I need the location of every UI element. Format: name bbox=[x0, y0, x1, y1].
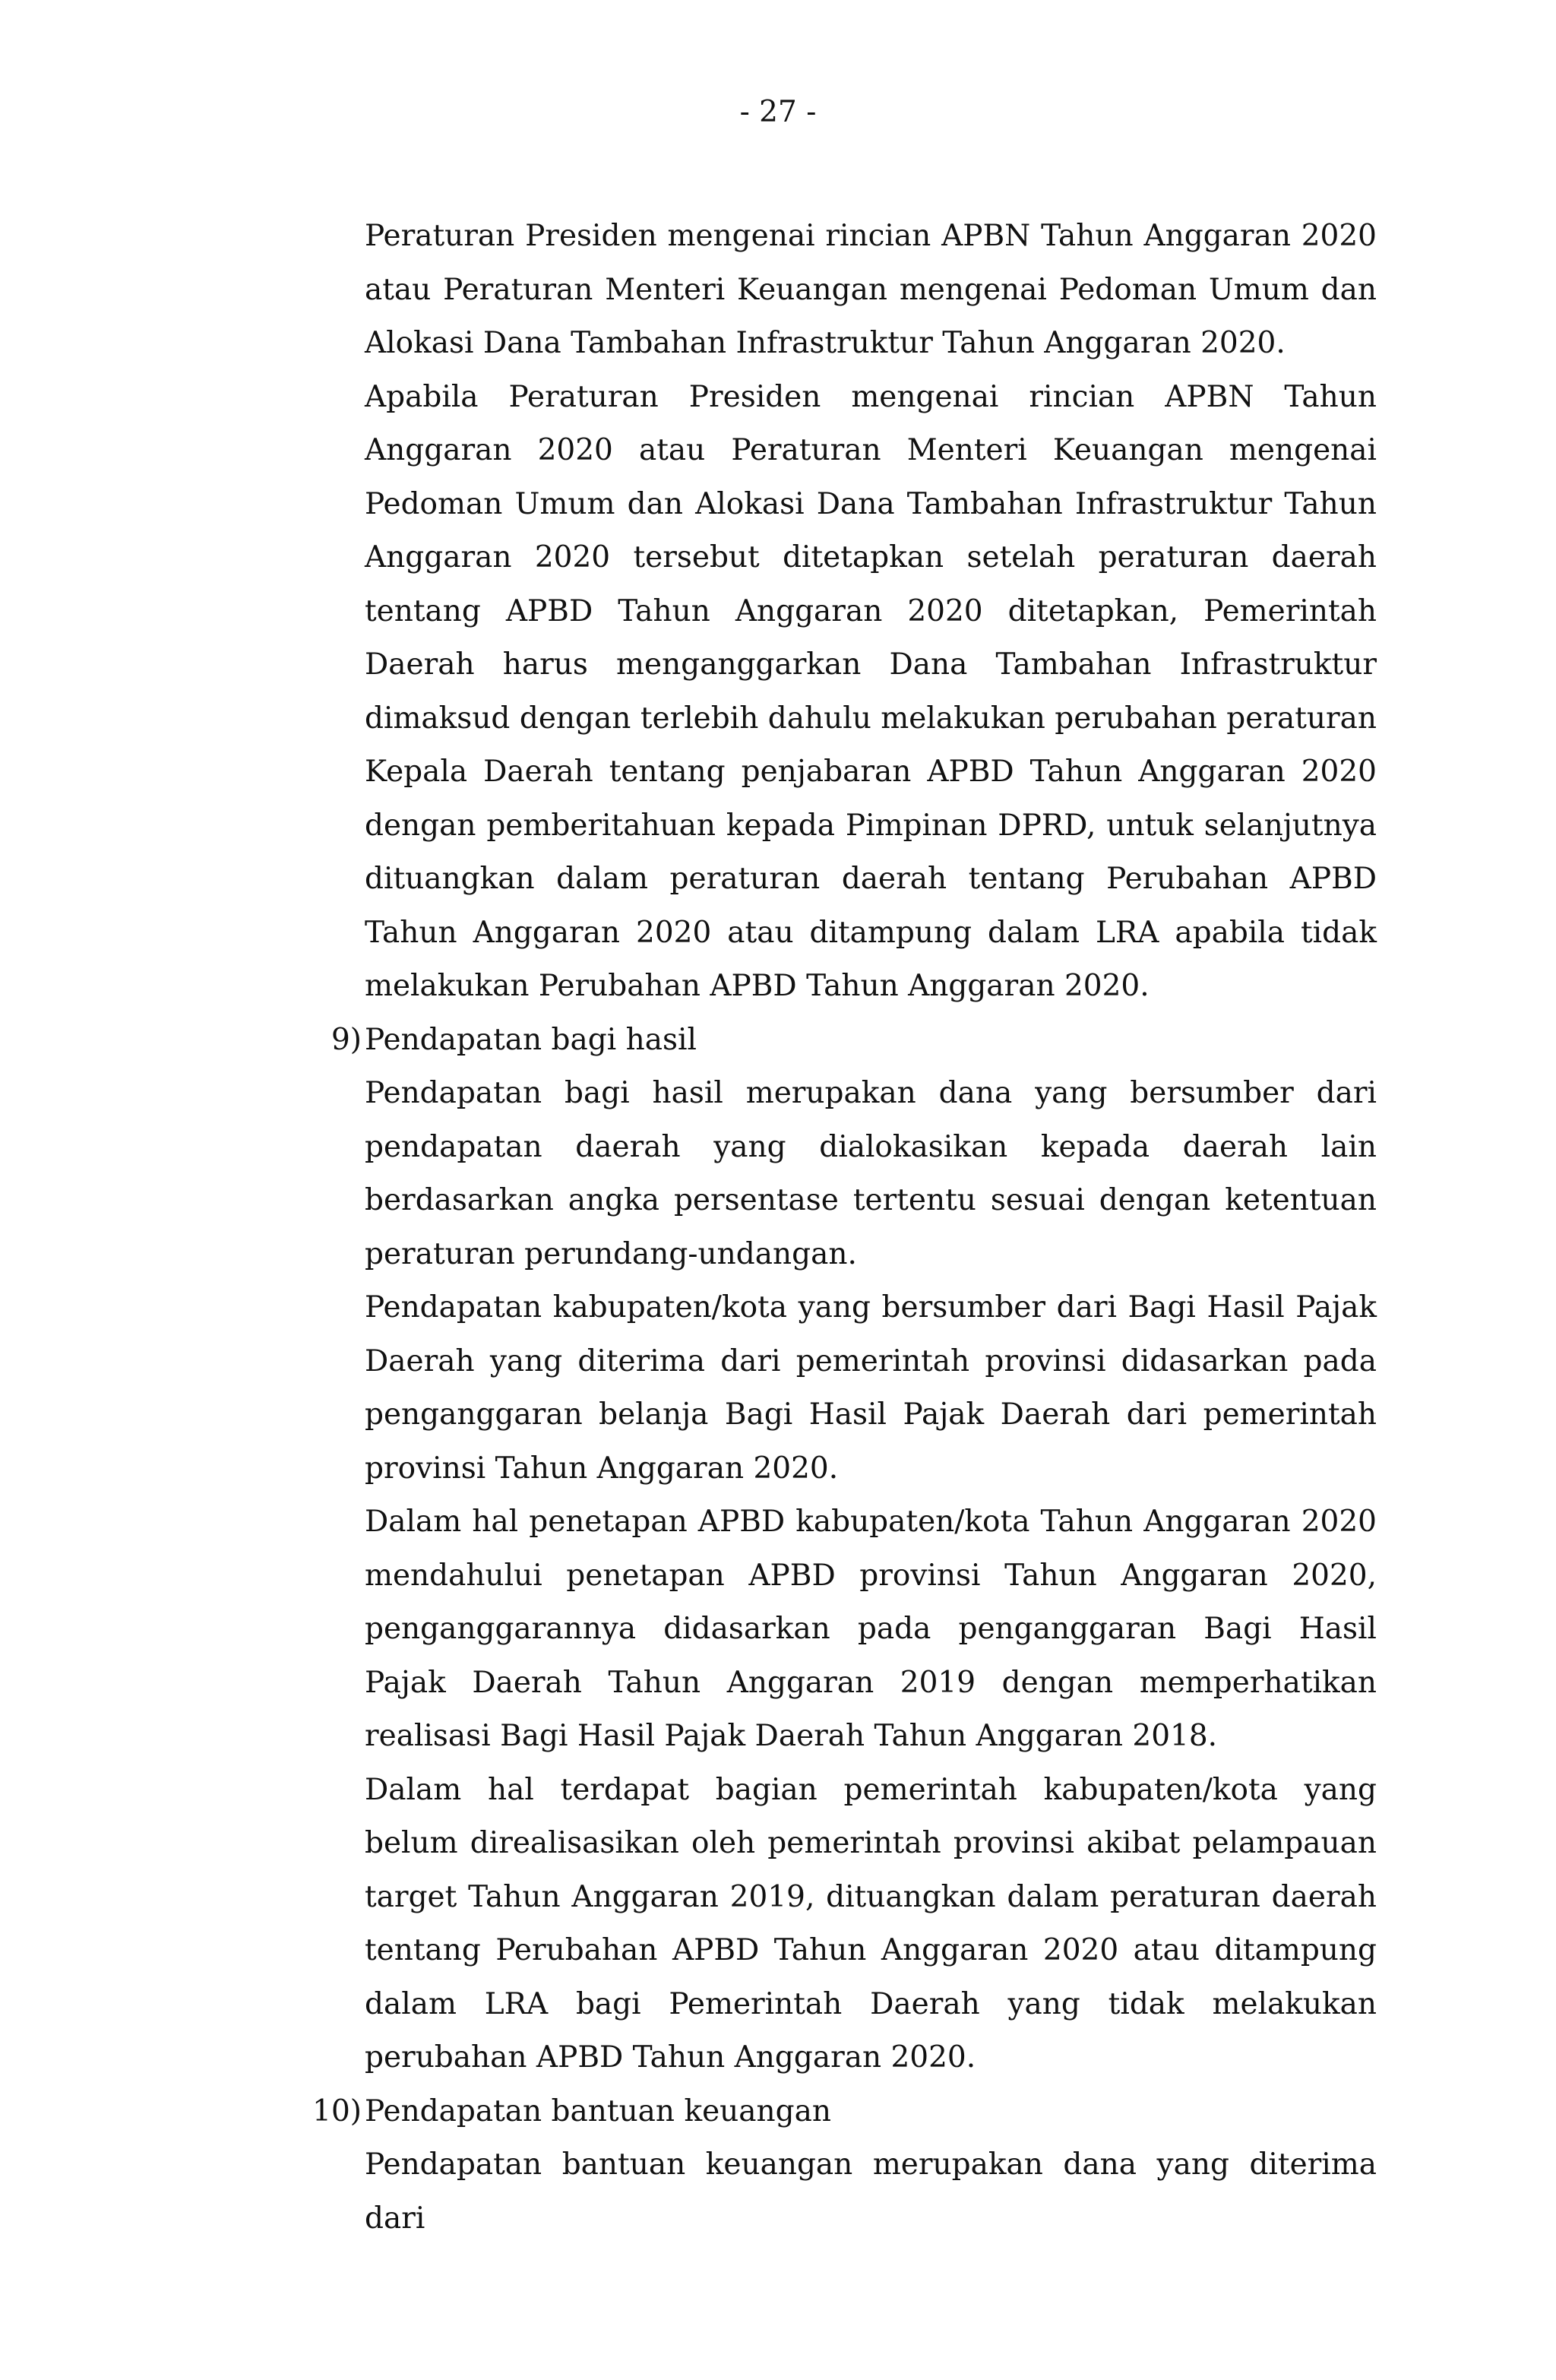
item-title-9: Pendapatan bagi hasil bbox=[365, 1022, 697, 1057]
list-item-10 bbox=[312, 2085, 1377, 2139]
item-number-10: 10) bbox=[312, 2094, 362, 2128]
item-9-paragraph-3: Dalam hal penetapan APBD kabupaten/kota Tahun Anggaran 2020 mendahului penetapan APBD provinsi Tahun Anggaran 2020, penganggarannya didasarkan pada penganggaran Bagi Hasil Pajak Daerah Tahun Anggaran 2019 dengan memperhatikan realisasi Bagi Hasil Pajak Daerah Tahun Anggaran 2018. bbox=[365, 1505, 1377, 1753]
list-item-9 bbox=[330, 1014, 1377, 1068]
body-text bbox=[312, 210, 1377, 2245]
item-9-paragraph-2: Pendapatan kabupaten/kota yang bersumber dari Bagi Hasil Pajak Daerah yang diterima dari pemerintah provinsi didasarkan pada penganggaran belanja Bagi Hasil Pajak Daerah dari pemerintah provinsi Tahun Anggaran 2020. bbox=[365, 1290, 1377, 1486]
item-number-9: 9) bbox=[330, 1022, 362, 1057]
paragraph-intro-1: Peraturan Presiden mengenai rincian APBN Tahun Anggaran 2020 atau Peraturan Menteri Keuangan mengenai Pedoman Umum dan Alokasi Dana Tambahan Infrastruktur Tahun Anggaran 2020. bbox=[365, 219, 1377, 360]
paragraph-intro-2: Apabila Peraturan Presiden mengenai rincian APBN Tahun Anggaran 2020 atau Peraturan Menteri Keuangan mengenai Pedoman Umum dan Alokasi Dana Tambahan Infrastruktur Tahun Anggaran 2020 tersebut ditetapkan setelah peraturan daerah tentang APBD Tahun Anggaran 2020 ditetapkan, Pemerintah Daerah harus menganggarkan Dana Tambahan Infrastruktur dimaksud dengan terlebih dahulu melakukan perubahan peraturan Kepala Daerah tentang penjabaran APBD Tahun Anggaran 2020 dengan pemberitahuan kepada Pimpinan DPRD, untuk selanjutnya dituangkan dalam peraturan daerah tentang Perubahan APBD Tahun Anggaran 2020 atau ditampung dalam LRA apabila tidak melakukan Perubahan APBD Tahun Anggaran 2020. bbox=[365, 379, 1377, 1003]
page-number: - 27 - bbox=[739, 95, 817, 129]
item-title-10: Pendapatan bantuan keuangan bbox=[365, 2094, 831, 2128]
item-9-paragraph-4: Dalam hal terdapat bagian pemerintah kabupaten/kota yang belum direalisasikan oleh pemerintah provinsi akibat pelampauan target Tahun Anggaran 2019, dituangkan dalam peraturan daerah tentang Perubahan APBD Tahun Anggaran 2020 atau ditampung dalam LRA bagi Pemerintah Daerah yang tidak melakukan perubahan APBD Tahun Anggaran 2020. bbox=[365, 1772, 1377, 2075]
item-9-paragraph-1: Pendapatan bagi hasil merupakan dana yang bersumber dari pendapatan daerah yang dialokasikan kepada daerah lain berdasarkan angka persentase tertentu sesuai dengan ketentuan peraturan perundang-undangan. bbox=[365, 1076, 1377, 1271]
item-10-paragraph-1: Pendapatan bantuan keuangan merupakan dana yang diterima dari bbox=[365, 2147, 1377, 2236]
